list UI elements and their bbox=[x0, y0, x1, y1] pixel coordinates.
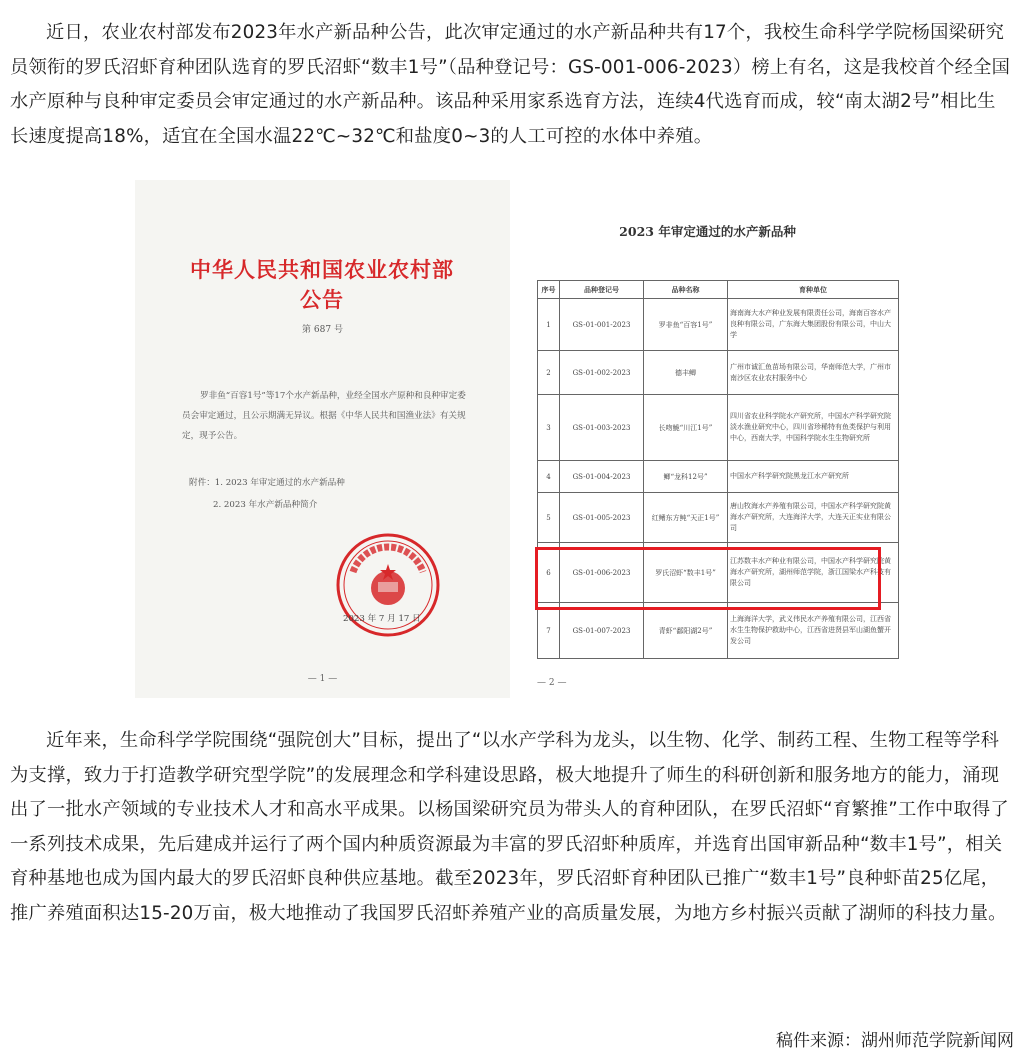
table-cell: 1 bbox=[538, 299, 560, 351]
table-cell: 6 bbox=[538, 543, 560, 603]
table-cell: 红鳍东方鲀“天正1号” bbox=[644, 493, 728, 543]
table-cell: 5 bbox=[538, 493, 560, 543]
highlight-box bbox=[535, 547, 881, 610]
breed-table-image bbox=[515, 200, 900, 700]
table-cell: GS-01-005-2023 bbox=[560, 493, 644, 543]
table-cell: 德丰鲫 bbox=[644, 351, 728, 395]
table-header: 品种名称 bbox=[644, 281, 728, 299]
table-row bbox=[538, 603, 899, 659]
table-cell: 唐山牧海水产养殖有限公司，中国水产科学研究院黄海水产研究所，大连海洋大学，大连天正实业有限公司 bbox=[728, 493, 899, 543]
table-row bbox=[538, 351, 899, 395]
table-row bbox=[538, 395, 899, 461]
table-cell: 青虾“鄱阳湖2号” bbox=[644, 603, 728, 659]
table-cell: 2 bbox=[538, 351, 560, 395]
table-title: 2023 年审定通过的水产新品种 bbox=[619, 224, 796, 239]
table-cell: 海南海大水产种业发展有限责任公司，海南百容水产良种有限公司，广东海大集团股份有限公司，中山大学 bbox=[728, 299, 899, 351]
announcement-body: 罗非鱼“百容1号”等17个水产新品种，业经全国水产原种和良种审定委员会审定通过，且公示期满无异议。根据《中华人民共和国渔业法》有关规定，现予公告。 bbox=[182, 391, 466, 441]
table-cell: 3 bbox=[538, 395, 560, 461]
table-row bbox=[538, 299, 899, 351]
article-source: 稿件来源：湖州师范学院新闻网 bbox=[776, 1031, 1014, 1051]
table-row bbox=[538, 493, 899, 543]
announcement-attachment-1: 附件：1. 2023 年审定通过的水产新品种 bbox=[189, 478, 345, 488]
table-cell: 四川省农业科学院水产研究所，中国水产科学研究院淡水渔业研究中心，四川省珍稀特有鱼类保护与利用中心，西南大学，中国科学院水生生物研究所 bbox=[728, 395, 899, 461]
table-cell: GS-01-004-2023 bbox=[560, 461, 644, 493]
page-number: — 1 — bbox=[307, 674, 338, 684]
announcement-attachment-2: 2. 2023 年水产新品种简介 bbox=[213, 500, 318, 510]
table-cell: 罗非鱼“百容1号” bbox=[644, 299, 728, 351]
table-cell: 7 bbox=[538, 603, 560, 659]
article-paragraph-1: 近日，农业农村部发布2023年水产新品种公告，此次审定通过的水产新品种共有17个，我校生命科学学院杨国梁研究员领衔的罗氏沼虾育种团队选育的罗氏沼虾“数丰1号”（品种登记号：GS-001-006-2023）榜上有名，这是我校首个经全国水产原种与良种审定委员会审定通过的水产新品种。该品种采用家系选育方法，连续4代选育而成，较“南太湖2号”相比生长速度提高18%，适宜在全国水温22℃~32℃和盐度0~3的人工可控的水体中养殖。 bbox=[10, 22, 1011, 147]
table-header: 育种单位 bbox=[728, 281, 899, 299]
table-cell: GS-01-006-2023 bbox=[560, 543, 644, 603]
table-cell: GS-01-007-2023 bbox=[560, 603, 644, 659]
table-cell: 中国水产科学研究院黑龙江水产研究所 bbox=[728, 461, 899, 493]
table-cell: 4 bbox=[538, 461, 560, 493]
announcement-number: 第 687 号 bbox=[302, 325, 343, 335]
table-cell: 上海海洋大学，武义伟民水产养殖有限公司，江西省水生生物保护救助中心，江西省进贤县军山湖鱼蟹开发公司 bbox=[728, 603, 899, 659]
table-cell: 江苏数丰水产种业有限公司，中国水产科学研究院黄海水产研究所，湖州师范学院，浙江国梁水产科技有限公司 bbox=[728, 543, 899, 603]
announcement-image bbox=[135, 180, 510, 698]
table-cell: 长吻鮠“川江1号” bbox=[644, 395, 728, 461]
table-row bbox=[538, 461, 899, 493]
table-header: 品种登记号 bbox=[560, 281, 644, 299]
table-header: 序号 bbox=[538, 281, 560, 299]
article-paragraph-2: 近年来，生命科学学院围绕“强院创大”目标，提出了“以水产学科为龙头，以生物、化学、制药工程、生物工程等学科为支撑，致力于打造教学研究型学院”的发展理念和学科建设思路，极大地提升了师生的科研创新和服务地方的能力，涌现出了一批水产领域的专业技术人才和高水平成果。以杨国梁研究员为带头人的育种团队，在罗氏沼虾“育繁推”工作中取得了一系列技术成果，先后建成并运行了两个国内种质资源最为丰富的罗氏沼虾种质库，并选育出国审新品种“数丰1号”，相关育种基地也成为国内最大的罗氏沼虾良种供应基地。截至2023年，罗氏沼虾育种团队已推广“数丰1号”良种虾苗25亿尾，推广养殖面积达15-20万亩，极大地推动了我国罗氏沼虾养殖产业的高质量发展，为地方乡村振兴贡献了湖师的科技力量。 bbox=[10, 730, 1009, 924]
announcement-title: 中华人民共和国农业农村部公告 bbox=[190, 257, 454, 312]
table-cell: GS-01-002-2023 bbox=[560, 351, 644, 395]
table-header-row bbox=[538, 281, 899, 299]
table-cell: GS-01-001-2023 bbox=[560, 299, 644, 351]
table-cell: 鲫“龙科12号” bbox=[644, 461, 728, 493]
page-number: — 2 — bbox=[537, 678, 567, 688]
announcement-date: 2023 年 7 月 17 日 bbox=[343, 614, 421, 624]
table-cell: GS-01-003-2023 bbox=[560, 395, 644, 461]
table-cell: 广州市诚汇鱼苗场有限公司，华南师范大学，广州市南沙区农业农村服务中心 bbox=[728, 351, 899, 395]
table-cell: 罗氏沼虾“数丰1号” bbox=[644, 543, 728, 603]
